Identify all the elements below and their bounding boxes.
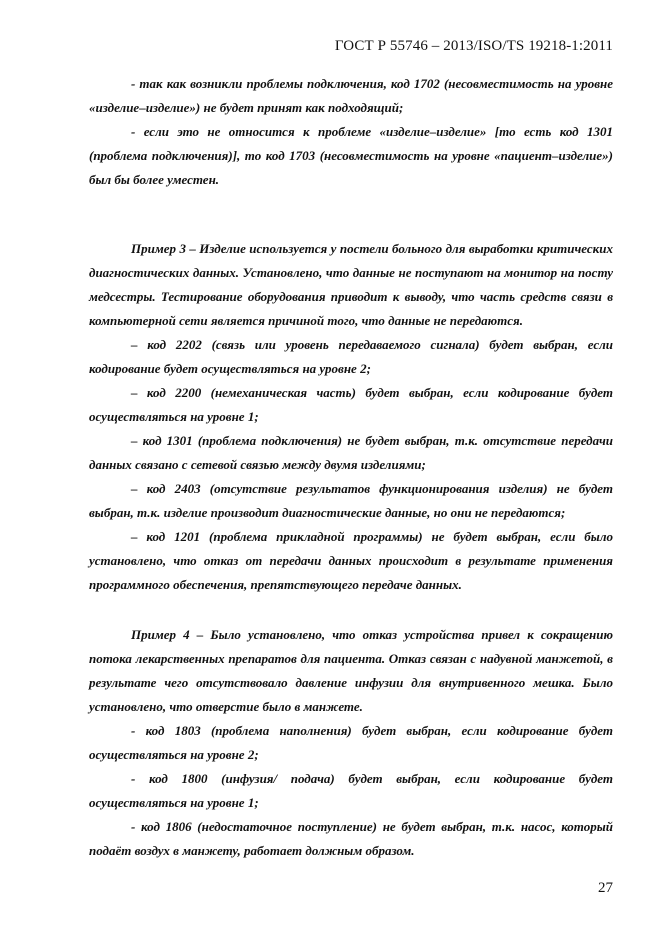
list-item: – код 1301 (проблема подключения) не будет выбран, т.к. отсутствие передачи данных связано с сетевой связью между двумя изделиями; <box>89 433 613 472</box>
page-number: 27 <box>598 880 613 896</box>
spacer <box>89 192 613 237</box>
example-3-intro: Пример 3 – Изделие используется у постели больного для выработки критических диагностических данных. Установлено, что данные не поступают на монитор на посту медсестры. Тестирование оборудования приводит к выводу, что часть средств связи в компьютерной сети является причиной того, что данные не передаются. <box>89 241 613 328</box>
list-item: - так как возникли проблемы подключения, код 1702 (несовместимость на уровне «изделие–изделие») не будет принят как подходящий; <box>89 76 613 115</box>
list-item: - если это не относится к проблеме «изделие–изделие» [то есть код 1301 (проблема подключения)], то код 1703 (несовместимость на уровне «пациент–изделие») был бы более уместен. <box>89 124 613 187</box>
list-item: - код 1800 (инфузия/ подача) будет выбран, если кодирование будет осуществляться на уровне 1; <box>89 771 613 810</box>
document-body <box>89 72 613 863</box>
example-4-intro: Пример 4 – Было установлено, что отказ устройства привел к сокращению потока лекарственных препаратов для пациента. Отказ связан с надувной манжетой, в результате чего отсутствовало давление инфузии для внутривенного мешка. Было установлено, что отверстие было в манжете. <box>89 627 613 714</box>
document-header: ГОСТ Р 55746 – 2013/ISO/TS 19218-1:2011 <box>334 38 613 54</box>
list-item: - код 1806 (недостаточное поступление) не будет выбран, т.к. насос, который подаёт воздух в манжету, работает должным образом. <box>89 819 613 858</box>
spacer <box>89 597 613 623</box>
list-item: – код 1201 (проблема прикладной программы) не будет выбран, если было установлено, что отказ от передачи данных происходит в результате применения программного обеспечения, препятствующего передаче данных. <box>89 529 613 592</box>
list-item: – код 2200 (немеханическая часть) будет выбран, если кодирование будет осуществляться на уровне 1; <box>89 385 613 424</box>
list-item: – код 2403 (отсутствие результатов функционирования изделия) не будет выбран, т.к. изделие производит диагностические данные, но они не передаются; <box>89 481 613 520</box>
list-item: - код 1803 (проблема наполнения) будет выбран, если кодирование будет осуществляться на уровне 2; <box>89 723 613 762</box>
list-item: – код 2202 (связь или уровень передаваемого сигнала) будет выбран, если кодирование будет осуществляться на уровне 2; <box>89 337 613 376</box>
